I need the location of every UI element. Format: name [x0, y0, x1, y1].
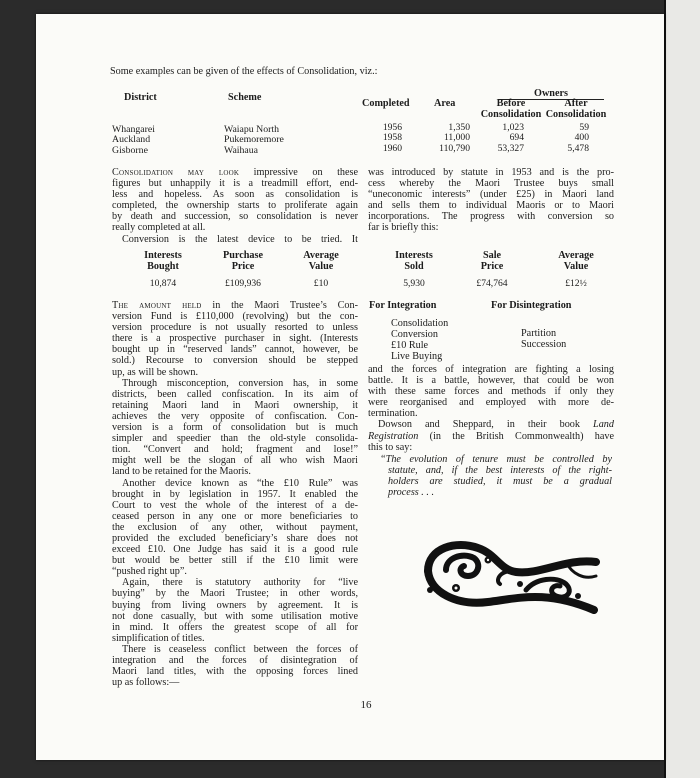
- book-title: Registration: [368, 430, 419, 442]
- before-column: [482, 123, 524, 154]
- text-line: Maori land titles, with the opposing forces lined: [112, 666, 358, 678]
- text-line: really completed at all.: [112, 222, 206, 234]
- integration-list: [391, 318, 448, 362]
- text-line: less and hopeless. As soon as consolidation is: [112, 189, 358, 201]
- table-cell: 1,023: [502, 122, 524, 133]
- conversion-paragraph: [368, 167, 614, 234]
- text-line: in mind. It offers the greatest scope of all for: [112, 621, 358, 633]
- text-line: cess whereby the Maori Trustee buys small: [368, 178, 614, 190]
- binding-spine: [664, 0, 700, 778]
- intro-text: Some examples can be given of the effects of Consolidation, viz.:: [110, 66, 378, 77]
- losing-battle-paragraph: [368, 364, 614, 453]
- document-page: [36, 14, 664, 760]
- district-column: [112, 125, 155, 156]
- text-line: exceed £10. One Judge has said it is a good rule: [112, 544, 358, 556]
- header-line: Bought: [147, 261, 179, 272]
- header-line: Sold: [404, 261, 424, 272]
- header-line: Price: [480, 261, 504, 272]
- list-item: Live Buying: [391, 351, 443, 363]
- header-line: Purchase: [223, 250, 263, 261]
- table-cell: Gisborne: [112, 144, 148, 156]
- table-cell: 10,874: [149, 278, 177, 289]
- text-line: there is a prospective purchaser in sight. (Interests: [112, 333, 358, 345]
- table-cell: 1960: [382, 142, 402, 154]
- col-after-sub: Consolidation: [545, 109, 607, 120]
- text-line: Conversion is the latest device to be tried. It: [122, 233, 358, 245]
- table-cell: Pukemoremore: [224, 134, 284, 146]
- table-cell: 1,350: [448, 122, 470, 133]
- table-cell: 59: [579, 122, 589, 133]
- page-number: 16: [360, 699, 372, 711]
- col-average-value: [286, 250, 356, 272]
- text-line: far is briefly this:: [368, 222, 439, 234]
- text-line: ceased person in any one or more beneficiaries to: [112, 510, 358, 522]
- text-line: were reorganised and employed with more de-: [368, 397, 614, 409]
- header-line: Interests: [144, 250, 182, 261]
- table-cell: 53,327: [497, 142, 524, 154]
- col-scheme: Scheme: [228, 92, 262, 103]
- text-line: version is a form of consolidation but is much: [112, 422, 358, 434]
- col-after: After: [564, 98, 588, 109]
- lead-in: Consolidation may look: [112, 167, 240, 178]
- text-line: land to be retained for the Maoris.: [112, 466, 251, 478]
- text-line: was introduced by statute in 1953 and is the pro-: [368, 167, 614, 178]
- table-cell: £109,936: [225, 278, 261, 289]
- text-line: Dowson and Sheppard, in their book: [378, 419, 580, 431]
- text-line: Another device known as “the £10 Rule” was: [122, 477, 358, 489]
- text-line: districts, been called confiscation. In its aim of: [112, 388, 358, 400]
- table-cell: 400: [574, 132, 589, 144]
- text-line: but would be better still if the £10 limit were: [112, 555, 358, 567]
- maori-kowhaiwhai-design: [416, 526, 606, 626]
- table-cell: 694: [509, 132, 524, 144]
- text-line: sold.) Recourse to conversion should be stepped: [112, 355, 358, 367]
- list-item: Succession: [521, 339, 567, 351]
- text-line: incorporations. The progress with conversion so: [368, 211, 614, 223]
- table-cell: Waihaua: [224, 144, 259, 156]
- table-cell: 11,000: [443, 132, 470, 144]
- book-title: Land: [593, 419, 614, 431]
- text-line: simplification of titles.: [112, 632, 205, 644]
- quote-line: process . . .: [388, 487, 435, 499]
- list-item: Conversion: [391, 329, 438, 341]
- col-district: District: [124, 92, 157, 103]
- header-line: Sale: [482, 250, 502, 261]
- text-line: version procedure is not usually resorted to unless: [112, 322, 358, 334]
- text-line: termination.: [368, 408, 418, 420]
- col-average-value: [541, 250, 611, 272]
- text-line: with these same forces and methods if only they: [368, 386, 614, 398]
- block-quote: [380, 454, 612, 498]
- text-line: this to say:: [368, 441, 413, 453]
- text-line: brought in by legislation in 1957. It enabled the: [112, 488, 358, 500]
- table-cell: Waiapu North: [224, 124, 279, 135]
- text-line: up, as will be shown.: [112, 366, 199, 378]
- text-line: tion. “Convert and hold; fragment and lose!”: [112, 444, 358, 456]
- text-line: integration and the forces of disintegration of: [112, 655, 358, 666]
- text-line: achieves the very opposite of confiscation. Con-: [112, 410, 358, 422]
- col-interests-bought: [128, 250, 198, 272]
- left-main-text: [112, 300, 358, 688]
- list-item: £10 Rule: [391, 340, 429, 352]
- table-cell: 5,478: [567, 142, 589, 154]
- text-line: completed, the ownership starts to proliferate again: [112, 200, 358, 212]
- text-line: Court to vest the whole of the interest of a de-: [112, 499, 358, 511]
- col-before: Before: [496, 98, 526, 109]
- list-item: Partition: [521, 328, 557, 339]
- scheme-column: [224, 125, 284, 156]
- disintegration-list: [521, 328, 566, 350]
- text-line: the exclusion of any other, without payment,: [112, 521, 358, 533]
- text-line: and sells them to individual Maoris or to Maori: [368, 200, 614, 212]
- text-line: up as follows:—: [112, 677, 180, 689]
- text-line: Again, there is statutory authority for “live: [122, 577, 358, 589]
- table-cell: Auckland: [112, 134, 151, 146]
- consolidation-paragraph: [112, 167, 358, 245]
- lead-in: The amount held: [112, 300, 202, 311]
- area-column: [422, 123, 470, 154]
- text-line: impressive on these: [253, 167, 359, 178]
- text-line: Through misconception, conversion has, in some: [122, 377, 358, 389]
- text-line: “pushed right up”.: [112, 566, 187, 578]
- table-cell: £12½: [565, 278, 587, 289]
- col-interests-sold: [379, 250, 449, 272]
- quote-line: statute, and, if the best interests of the right-: [388, 465, 612, 477]
- table-cell: £74,764: [476, 278, 508, 289]
- table-cell: 110,790: [439, 142, 470, 154]
- table-cell: 5,930: [403, 278, 425, 289]
- text-line: bought up in “reserved lands” cannot, however, be: [112, 344, 358, 356]
- header-line: Value: [563, 261, 589, 272]
- quote-line: “The evolution of tenure must be controlled by: [380, 454, 612, 465]
- text-line: battle. It is a battle, however, that could be won: [368, 375, 614, 387]
- integration-heading: For Integration: [369, 300, 437, 311]
- text-line: version Fund is £110,000 (revolving) but the con-: [112, 311, 358, 323]
- col-area: Area: [434, 98, 456, 109]
- col-sale-price: [457, 250, 527, 272]
- text-line: in the Maori Trustee’s Con-: [212, 300, 359, 311]
- header-line: Average: [303, 250, 339, 261]
- table-cell: 1956: [382, 122, 402, 133]
- col-before-sub: Consolidation: [480, 109, 542, 120]
- after-column: [544, 123, 589, 154]
- text-line: by death and succession, so consolidation is never: [112, 211, 358, 223]
- header-line: Average: [558, 250, 594, 261]
- table-cell: 1958: [382, 132, 402, 144]
- text-line: figures but unhappily it is a treadmill effort, end-: [112, 178, 358, 190]
- text-line: simpler and speedier than the old-style consolida-: [112, 433, 358, 445]
- text-line: There is ceaseless conflict between the forces of: [122, 643, 358, 655]
- col-completed: Completed: [362, 98, 410, 109]
- col-owners: Owners: [534, 88, 568, 99]
- text-line: not done casually, but with some utilisation motive: [112, 610, 358, 622]
- col-purchase-price: [208, 250, 278, 272]
- table-cell: Whangarei: [112, 124, 155, 135]
- header-line: Value: [308, 261, 334, 272]
- table-cell: £10: [313, 278, 329, 289]
- text-line: buying from living owners by agreement. It is: [112, 599, 358, 611]
- text-line: retaining Maori land in Maori ownership, it: [112, 399, 358, 411]
- text-line: and the forces of integration are fighting a losing: [368, 364, 614, 375]
- text-line: might well be the slogan of all who wish Maori: [112, 455, 358, 467]
- header-line: Price: [231, 261, 255, 272]
- header-line: Interests: [395, 250, 433, 261]
- page-edge: [664, 0, 666, 778]
- disintegration-heading: For Disintegration: [491, 300, 572, 311]
- quote-line: holders are studied, it must be a gradual: [388, 476, 612, 488]
- text-line: buying” by the Maori Trustee; in other words,: [112, 588, 358, 600]
- text-line: provided the excluded beneficiary’s share does not: [112, 532, 358, 544]
- completed-column: [366, 123, 402, 154]
- text-line: “uneconomic interests” (under £25) in Maori land: [368, 189, 614, 201]
- list-item: Consolidation: [391, 318, 449, 329]
- text-line: (in the British Commonwealth) have: [429, 430, 615, 442]
